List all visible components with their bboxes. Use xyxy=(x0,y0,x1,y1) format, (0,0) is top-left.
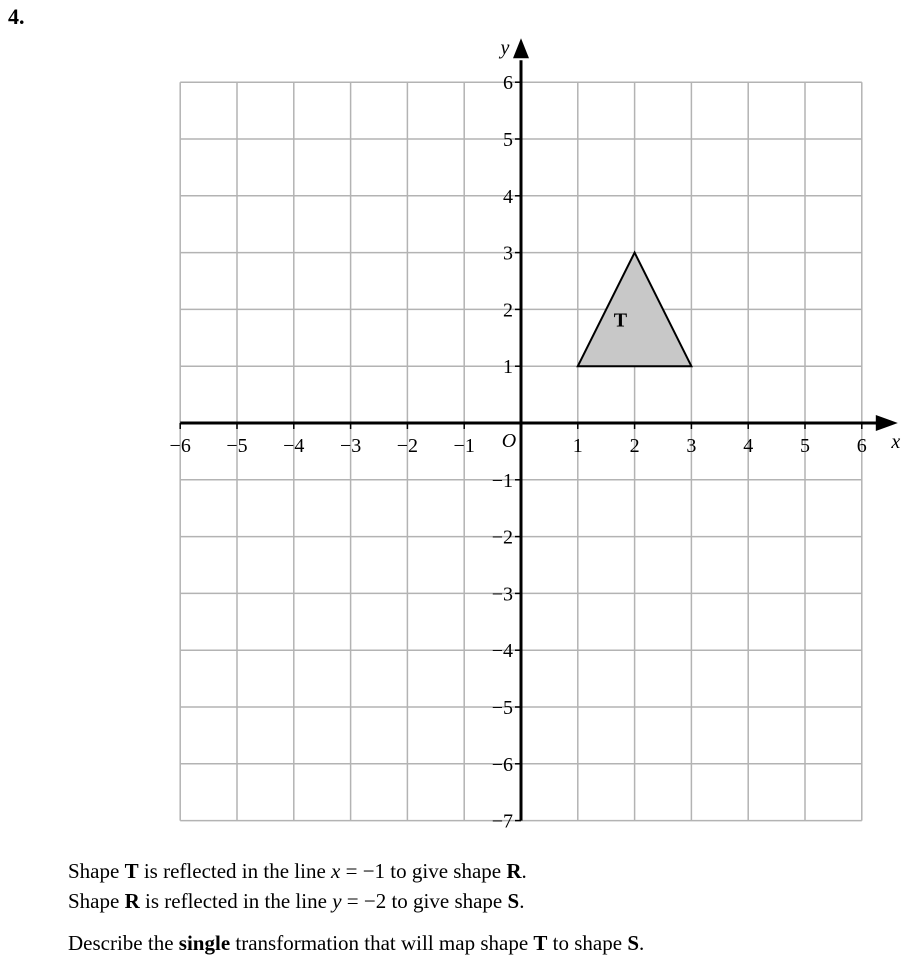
y-tick-label: −4 xyxy=(491,640,513,663)
y-tick-label: −3 xyxy=(491,583,513,606)
y-tick-label: −5 xyxy=(491,697,513,719)
statement-line-1: Shape T is reflected in the line x = −1 to give shape R. xyxy=(68,859,527,883)
x-axis-label: x xyxy=(891,431,901,453)
y-tick-label: −7 xyxy=(491,810,513,833)
x-axis-arrow xyxy=(876,415,898,431)
x-tick-label: 4 xyxy=(743,435,754,457)
x-tick-label: −1 xyxy=(453,435,475,457)
question-number: 4. xyxy=(8,4,25,29)
y-tick-label: 5 xyxy=(503,129,513,151)
x-tick-label: −6 xyxy=(169,435,191,457)
y-tick-label: 6 xyxy=(503,72,513,95)
x-tick-label: −3 xyxy=(339,435,362,457)
y-tick-label: −1 xyxy=(491,469,513,492)
x-tick-label: 3 xyxy=(686,435,697,457)
origin-label: O xyxy=(501,430,517,452)
task-line: Describe the single transformation that will map shape T to shape S. xyxy=(68,931,645,955)
y-tick-label: 4 xyxy=(503,185,513,208)
y-axis-label: y xyxy=(500,37,510,60)
axis-labels xyxy=(170,37,901,832)
x-tick-label: −4 xyxy=(283,435,305,457)
y-tick-label: 3 xyxy=(503,242,513,265)
x-tick-label: 6 xyxy=(856,435,867,457)
axes xyxy=(180,38,901,820)
shape-label: T xyxy=(613,309,628,332)
y-axis-arrow xyxy=(513,38,529,58)
x-tick-label: 5 xyxy=(800,435,810,457)
x-tick-label: −2 xyxy=(396,435,419,457)
y-tick-label: −2 xyxy=(491,526,513,549)
statement-line-2: Shape R is reflected in the line y = −2 to give shape S. xyxy=(68,889,525,913)
x-tick-label: −5 xyxy=(226,435,248,457)
y-tick-label: 2 xyxy=(503,299,513,322)
x-tick-label: 1 xyxy=(572,435,583,457)
y-tick-label: −6 xyxy=(491,753,513,776)
y-tick-label: 1 xyxy=(503,356,513,379)
x-tick-label: 2 xyxy=(629,435,640,457)
